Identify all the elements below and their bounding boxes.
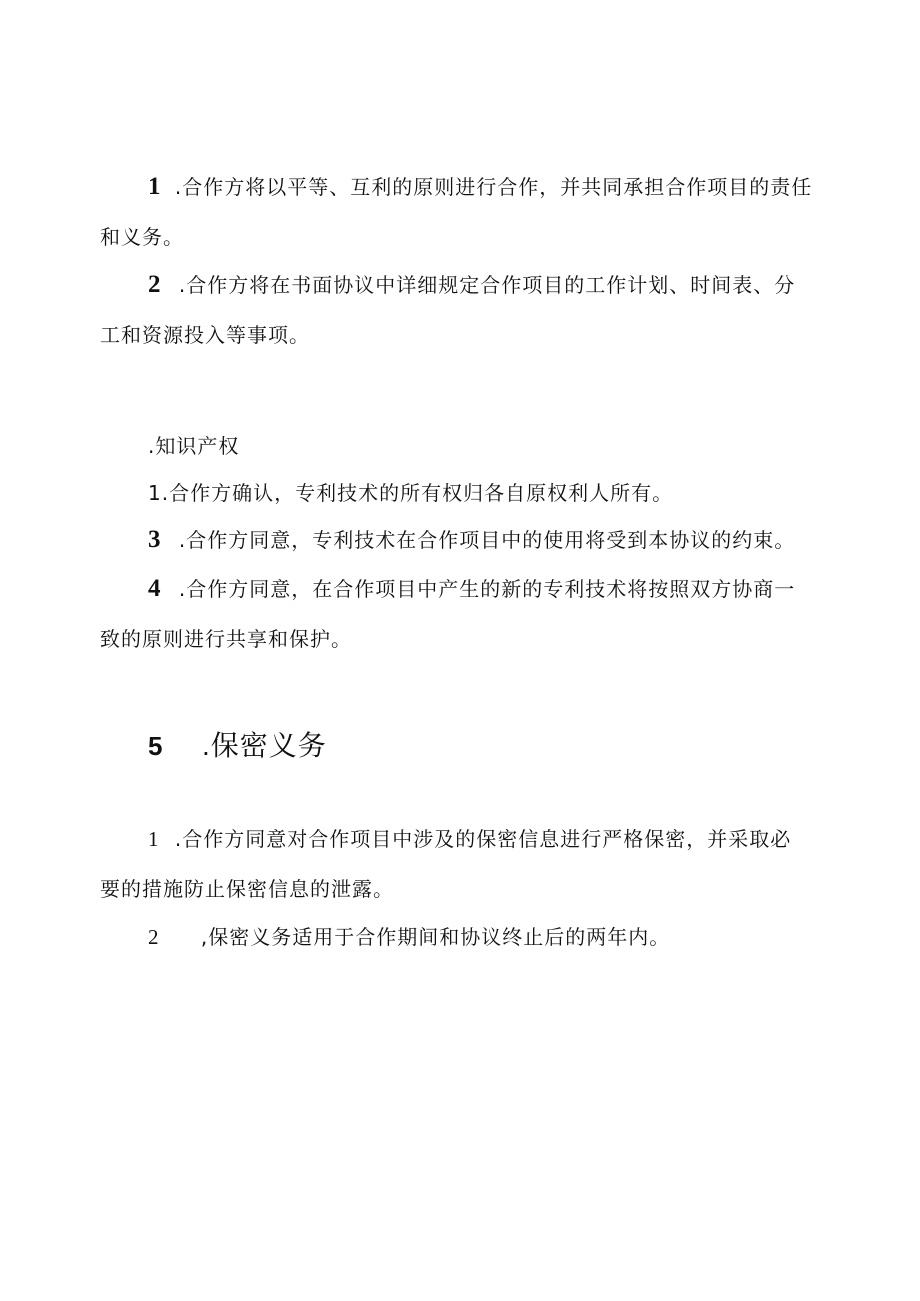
ip-item-4-line-1: [148, 576, 795, 602]
cooperation-item-1-line-1: [148, 174, 812, 200]
item-text: .合作方同意对合作项目中涉及的保密信息进行严格保密，并采取必: [174, 827, 792, 851]
ip-item-3-line-1: [148, 527, 795, 553]
item-text: .合作方同意，专利技术在合作项目中的使用将受到本协议的约束。: [178, 528, 796, 552]
item-number: 2: [148, 925, 160, 949]
cooperation-item-2-line-2: 工和资源投入等事项。: [100, 323, 310, 347]
cooperation-item-1-line-2: 和义务。: [100, 225, 184, 249]
item-text: ,保密义务适用于合作期间和协议终止后的两年内。: [200, 925, 671, 949]
item-number: 2: [148, 271, 162, 298]
item-number: 1: [148, 827, 160, 851]
section-number: 5: [148, 731, 163, 761]
confidentiality-item-1-line-1: [148, 826, 791, 852]
item-text: .合作方将以平等、互利的原则进行合作，并共同承担合作项目的责任: [174, 175, 813, 199]
section-title: .保密义务: [202, 730, 327, 761]
item-text: .合作方同意，在合作项目中产生的新的专利技术将按照双方协商一: [178, 577, 796, 601]
item-text: .合作方将在书面协议中详细规定合作项目的工作计划、时间表、分: [178, 273, 796, 297]
confidentiality-section-heading: [148, 728, 327, 765]
confidentiality-item-2-line-1: [148, 924, 670, 950]
ip-item-4-line-2: 致的原则进行共享和保护。: [100, 627, 352, 651]
cooperation-item-2-line-1: [148, 272, 795, 298]
ip-item-1: 1.合作方确认，专利技术的所有权归各自原权利人所有。: [148, 481, 674, 505]
item-number: 3: [148, 526, 162, 553]
confidentiality-item-1-line-2: 要的措施防止保密信息的泄露。: [100, 877, 394, 901]
item-number: 1: [148, 173, 162, 200]
item-number: 4: [148, 575, 162, 602]
ip-section-title: .知识产权: [148, 434, 240, 458]
